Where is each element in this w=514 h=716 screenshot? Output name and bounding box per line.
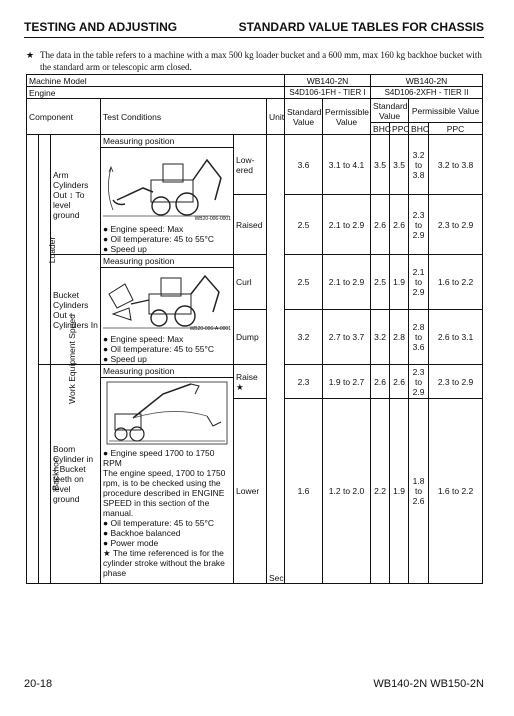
oil-temp-condition: ● Oil temperature: 45 to 55°C bbox=[103, 518, 215, 528]
ppc-value-2: 2.6 to 3.1 bbox=[429, 310, 483, 365]
std-value: 2.5 bbox=[285, 255, 323, 310]
ppc-value-2: 2.3 to 2.9 bbox=[429, 195, 483, 255]
bhc-value: 2.2 bbox=[371, 399, 390, 584]
std-value: 2.3 bbox=[285, 365, 323, 399]
speed-up-condition: ● Speed up bbox=[103, 354, 147, 364]
standard-value-table bbox=[26, 74, 483, 584]
position-lower: Lower bbox=[234, 399, 267, 584]
ppc-value: 3.5 bbox=[390, 135, 409, 195]
table-title: STANDARD VALUE TABLES FOR CHASSIS bbox=[238, 20, 484, 34]
bhc-value: 3.2 bbox=[371, 310, 390, 365]
backhoe-label: Backhoe bbox=[39, 365, 51, 584]
section-title: TESTING AND ADJUSTING bbox=[24, 20, 178, 34]
backhoe-loader-drawing-arm bbox=[103, 150, 231, 222]
power-mode-condition: ● Power mode bbox=[103, 538, 159, 548]
bucket-figure bbox=[101, 268, 233, 334]
permissible-value-header-2: Permissible Value bbox=[409, 99, 483, 123]
bhc-value: 2.6 bbox=[371, 365, 390, 399]
ppc-value: 1.9 bbox=[390, 255, 409, 310]
backhoe-balanced-condition: ● Backhoe balanced bbox=[103, 528, 181, 538]
ppc-value-2: 1.6 to 2.2 bbox=[429, 255, 483, 310]
unit-header: Unit bbox=[267, 99, 285, 135]
perm-value: 2.1 to 2.9 bbox=[323, 195, 371, 255]
measuring-position-label: Measuring position bbox=[101, 135, 233, 148]
engine-b: S4D106-2XFH - TIER II bbox=[371, 87, 483, 99]
arm-conditions bbox=[101, 135, 234, 255]
position-raised: Raised bbox=[234, 195, 267, 255]
position-dump: Dump bbox=[234, 310, 267, 365]
bhc-header: BHC bbox=[371, 123, 390, 135]
backhoe-loader-drawing-bucket bbox=[103, 270, 231, 332]
bhc-value: 2.6 bbox=[371, 195, 390, 255]
test-conditions-header: Test Conditions bbox=[101, 99, 267, 135]
page-header bbox=[24, 20, 484, 38]
engine-a: S4D106-1FH - TIER I bbox=[285, 87, 371, 99]
page-number: 20-18 bbox=[24, 678, 53, 690]
ppc-value: 1.9 bbox=[390, 399, 409, 584]
footer-models: WB140-2N WB150-2N bbox=[373, 678, 484, 690]
std-value: 2.5 bbox=[285, 195, 323, 255]
bhc-value-2: 2.3 to 2.9 bbox=[409, 195, 429, 255]
engine-speed-note: The engine speed, 1700 to 1750 rpm, is to be checked using the procedure described in ENGINE SPEED in this section of the manual. bbox=[103, 468, 226, 518]
bhc-value-2: 3.2 to 3.8 bbox=[409, 135, 429, 195]
ppc-header-2: PPC bbox=[429, 123, 483, 135]
bhc-value-2: 2.1 to 2.9 bbox=[409, 255, 429, 310]
ppc-value-2: 2.3 to 2.9 bbox=[429, 365, 483, 399]
component-arm: Arm Cylinders Out ↕ To level ground bbox=[51, 135, 101, 255]
standard-value-header: Standard Value bbox=[285, 99, 323, 135]
ppc-value: 2.8 bbox=[390, 310, 409, 365]
bhc-value: 3.5 bbox=[371, 135, 390, 195]
permissible-value-header: Permissible Value bbox=[323, 99, 371, 135]
component-boom: Boom Cylinder in ↕ Bucket teeth on level ground bbox=[51, 365, 101, 584]
std-value: 1.6 bbox=[285, 399, 323, 584]
figure-code: WB20-006-A-0001 bbox=[189, 326, 231, 332]
oil-temp-condition: ● Oil temperature: 45 to 55°C bbox=[103, 234, 215, 244]
measuring-position-label: Measuring position bbox=[101, 365, 233, 378]
loader-label: Loader bbox=[39, 135, 51, 365]
boom-figure bbox=[101, 378, 233, 448]
std-value: 3.6 bbox=[285, 135, 323, 195]
ppc-value: 2.6 bbox=[390, 195, 409, 255]
engine-speed-condition: ● Engine speed: Max bbox=[103, 224, 184, 234]
ppc-value: 2.6 bbox=[390, 365, 409, 399]
boom-conditions bbox=[101, 365, 234, 584]
bhc-value-2: 2.3 to 2.9 bbox=[409, 365, 429, 399]
engine-label: Engine bbox=[27, 87, 285, 99]
component-bucket: Bucket Cylinders Out ↕ Cylinders In bbox=[51, 255, 101, 365]
header-rule bbox=[24, 37, 484, 38]
perm-value: 3.1 to 4.1 bbox=[323, 135, 371, 195]
unit-sec: Sec bbox=[267, 135, 285, 584]
bhc-value: 2.5 bbox=[371, 255, 390, 310]
standard-value-header-2: Standard Value bbox=[371, 99, 409, 123]
engine-speed-condition: ● Engine speed: Max bbox=[103, 334, 184, 344]
model-a: WB140-2N bbox=[285, 75, 371, 87]
engine-speed-condition: ● Engine speed 1700 to 1750 RPM bbox=[103, 448, 215, 468]
machine-model-label: Machine Model bbox=[27, 75, 285, 87]
bhc-header-2: BHC bbox=[409, 123, 429, 135]
perm-value: 1.9 to 2.7 bbox=[323, 365, 371, 399]
perm-value: 2.7 to 3.7 bbox=[323, 310, 371, 365]
std-value: 3.2 bbox=[285, 310, 323, 365]
figure-code: WB20-006-0001 bbox=[194, 216, 231, 222]
position-curl: Curl bbox=[234, 255, 267, 310]
oil-temp-condition: ● Oil temperature: 45 to 55°C bbox=[103, 344, 215, 354]
time-reference-note: ★ The time referenced is for the cylinder stroke without the brake phase bbox=[103, 548, 225, 578]
group-label: Work Equipment Speed bbox=[27, 135, 39, 584]
ppc-value-2: 1.6 to 2.2 bbox=[429, 399, 483, 584]
measuring-position-label: Measuring position bbox=[101, 255, 233, 268]
component-header: Component bbox=[27, 99, 101, 135]
speed-up-condition: ● Speed up bbox=[103, 244, 147, 254]
ppc-header: PPC bbox=[390, 123, 409, 135]
ppc-value-2: 3.2 to 3.8 bbox=[429, 135, 483, 195]
position-lowered: Low-ered bbox=[234, 135, 267, 195]
model-b: WB140-2N bbox=[371, 75, 483, 87]
arm-figure bbox=[101, 148, 233, 224]
bucket-conditions bbox=[101, 255, 234, 365]
perm-value: 2.1 to 2.9 bbox=[323, 255, 371, 310]
star-icon: ★ bbox=[26, 50, 35, 60]
backhoe-boom-drawing bbox=[103, 380, 231, 446]
perm-value: 1.2 to 2.0 bbox=[323, 399, 371, 584]
position-raise: Raise ★ bbox=[234, 365, 267, 399]
bhc-value-2: 1.8 to 2.6 bbox=[409, 399, 429, 584]
note-text: The data in the table refers to a machine with a max 500 kg loader bucket and a 600 mm, max 160 kg backhoe bucket with the standard arm or telescopic arm closed. bbox=[40, 50, 482, 72]
bhc-value-2: 2.8 to 3.6 bbox=[409, 310, 429, 365]
